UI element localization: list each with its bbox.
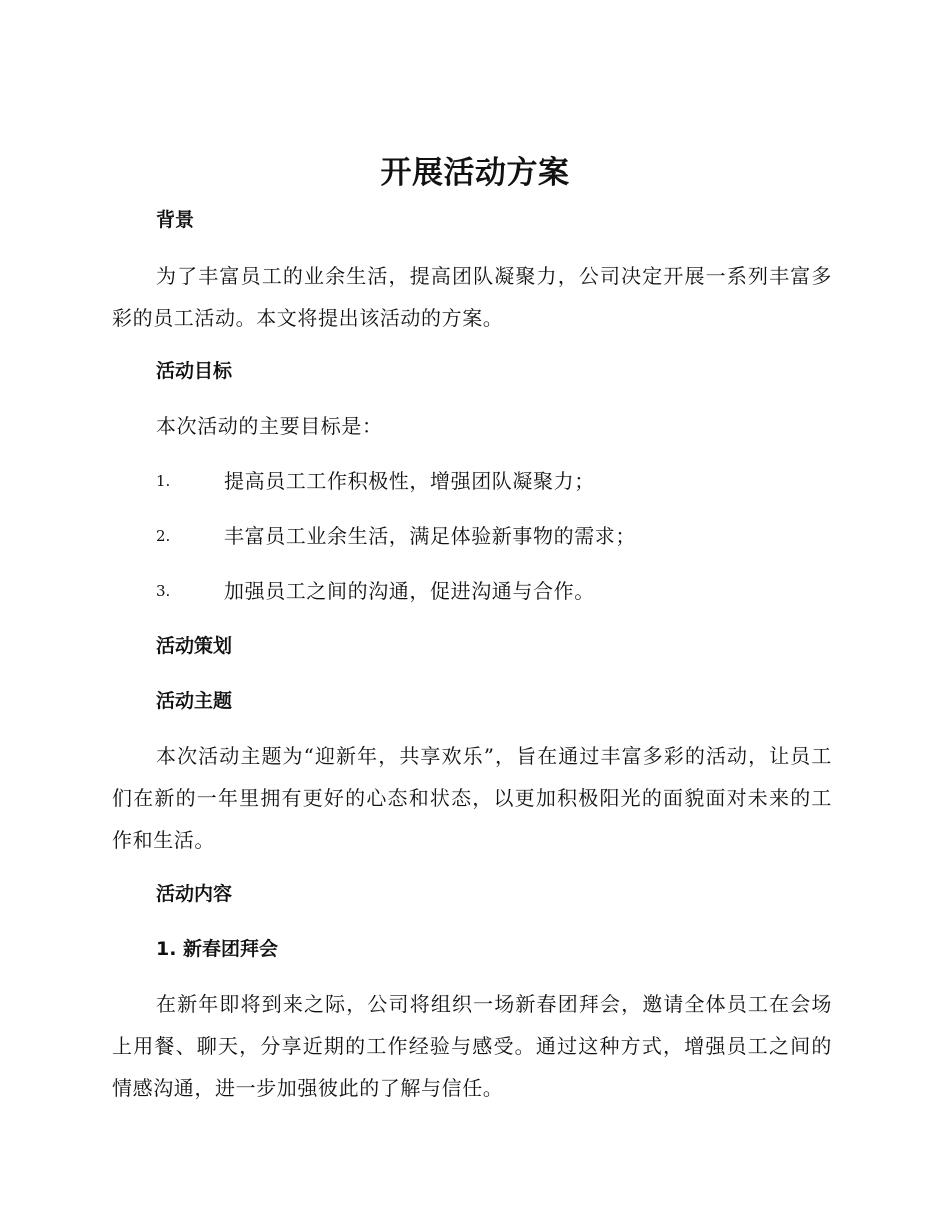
list-number: 3. — [156, 582, 171, 600]
subsection-heading-new-year-gathering: 1. 新春团拜会 — [156, 938, 279, 960]
theme-paragraph: 本次活动主题为“迎新年，共享欢乐”，旨在通过丰富多彩的活动，让员工们在新的一年里拥有更好的心态和状态，以更加积极阳光的面貌面对未来的工作和生活。 — [112, 744, 832, 852]
section-heading-planning: 活动策划 — [156, 635, 233, 657]
list-item-text: 丰富员工业余生活，满足体验新事物的需求； — [224, 524, 636, 548]
section-heading-content: 活动内容 — [156, 883, 233, 905]
section-heading-background: 背景 — [156, 209, 195, 231]
page-title: 开展活动方案 — [380, 155, 570, 191]
list-item-text: 加强员工之间的沟通，促进沟通与合作。 — [224, 579, 595, 603]
background-paragraph: 为了丰富员工的业余生活，提高团队凝聚力，公司决定开展一系列丰富多彩的员工活动。本文将提出该活动的方案。 — [112, 264, 832, 330]
list-number: 2. — [156, 527, 171, 545]
section-heading-goals: 活动目标 — [156, 360, 233, 382]
section-heading-theme: 活动主题 — [156, 690, 233, 712]
list-item-text: 提高员工工作积极性，增强团队凝聚力； — [224, 469, 595, 493]
new-year-gathering-paragraph: 在新年即将到来之际，公司将组织一场新春团拜会，邀请全体员工在会场上用餐、聊天，分享近期的工作经验与感受。通过这种方式，增强员工之间的情感沟通，进一步加强彼此的了解与信任。 — [112, 992, 832, 1100]
goals-intro-text: 本次活动的主要目标是： — [156, 414, 383, 438]
list-number: 1. — [156, 472, 171, 490]
